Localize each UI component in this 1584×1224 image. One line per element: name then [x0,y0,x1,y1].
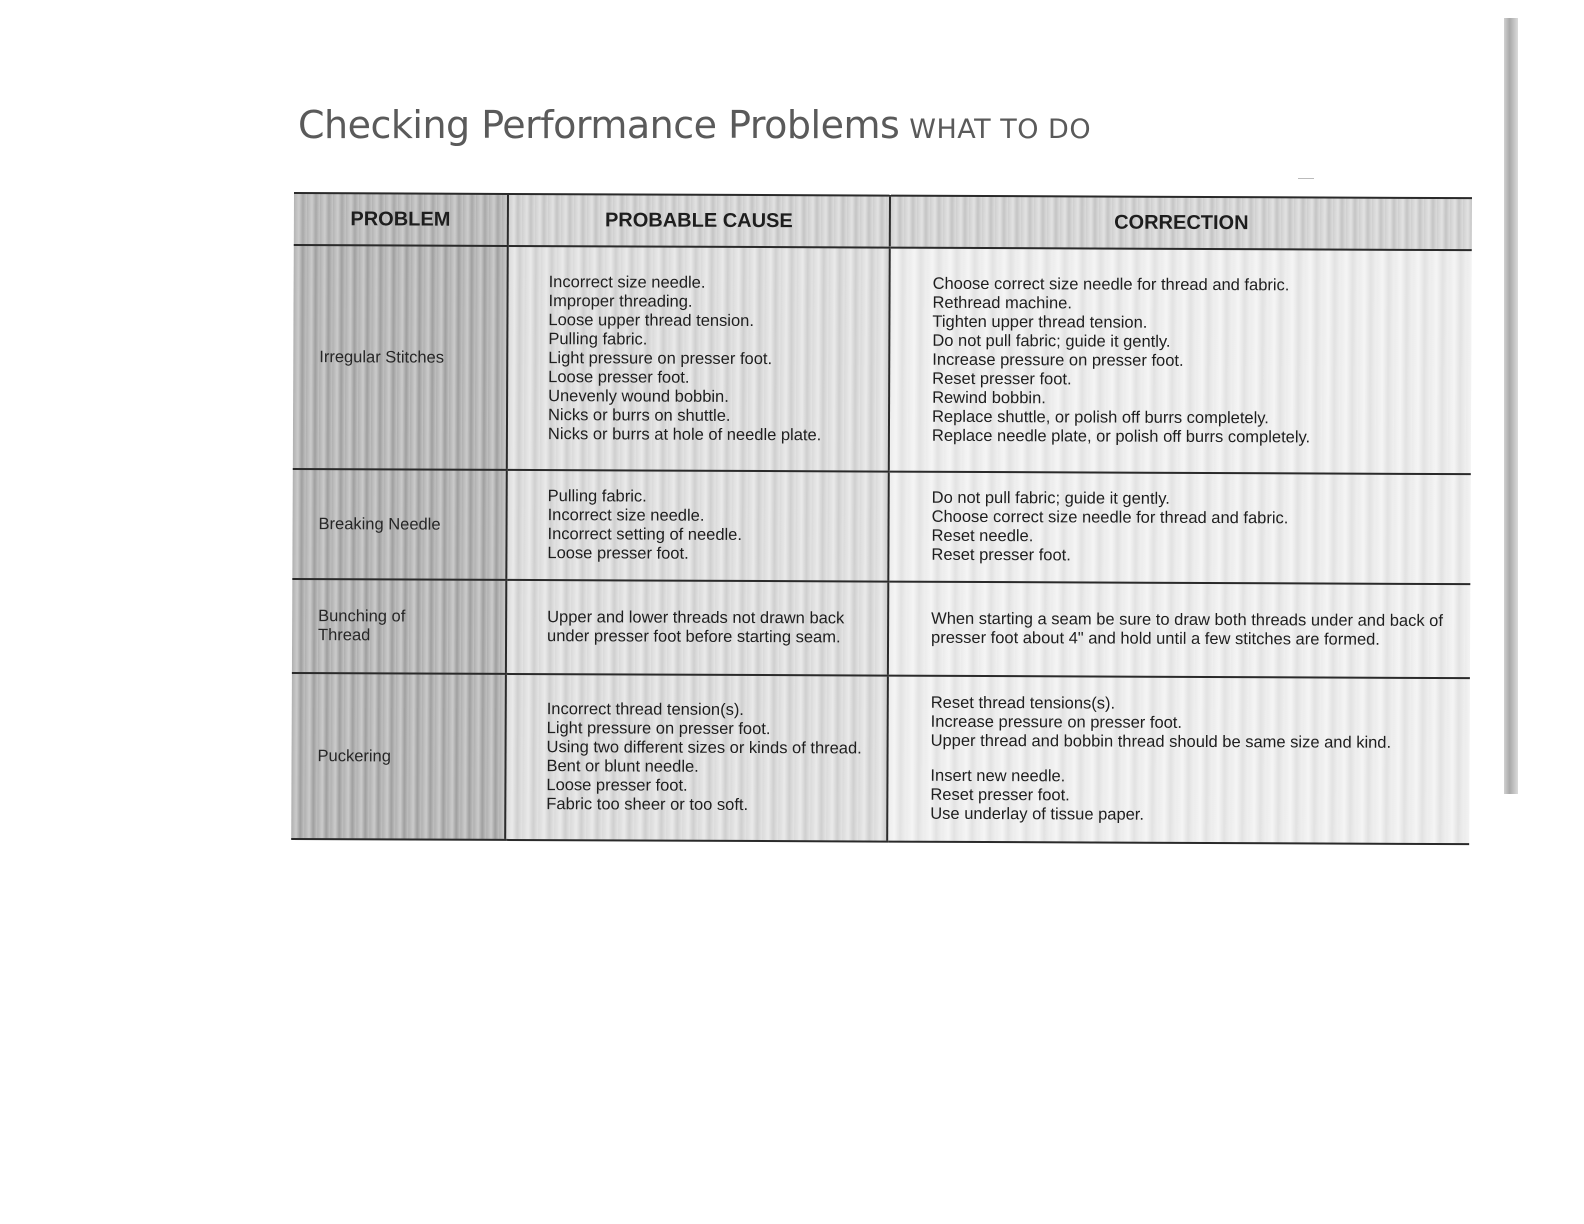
cause-list [548,273,869,445]
cause-list [547,608,867,647]
cause-item: Incorrect size needle. [547,506,705,525]
table-header-row [294,193,1472,250]
correction-item: Use underlay of tissue paper. [930,804,1145,824]
cause-cell [507,246,890,472]
cause-item: Incorrect thread tension(s). [546,700,744,719]
cause-item: Fabric too sheer or too soft. [546,795,749,814]
cause-item: Loose presser foot. [547,544,689,563]
correction-item: Increase pressure on presser foot. [930,712,1183,732]
cause-item: Nicks or burrs on shuttle. [547,405,731,425]
table-row [292,579,1470,678]
cause-item: Incorrect setting of needle. [547,525,743,544]
correction-list [931,610,1460,650]
correction-item: Do not pull fabric; guide it gently. [931,488,1170,508]
problem-cell: Puckering [291,673,506,840]
correction-item: Rethread machine. [932,293,1072,312]
cause-item: Improper threading. [548,291,693,311]
scan-edge-strip [1504,18,1518,794]
correction-item: Reset presser foot. [932,369,1072,388]
problem-cell: Irregular Stitches [293,245,508,470]
cause-cell [505,674,888,842]
correction-cell [888,582,1470,679]
correction-list [930,694,1460,826]
cause-item: Unevenly wound bobbin. [548,386,729,406]
cause-list [546,700,866,815]
column-header-probable-cause: PROBABLE CAUSE [508,194,890,248]
correction-cell [888,472,1470,585]
cause-item: Using two different sizes or kinds of thread. [546,738,862,758]
table-row [293,245,1472,474]
correction-item: Do not pull fabric; guide it gently. [932,331,1171,351]
correction-list [932,274,1462,447]
problem-cell: Breaking Needle [292,469,506,580]
correction-cell [887,676,1470,845]
page-title [298,103,1092,147]
correction-item: Increase pressure on presser foot. [932,350,1184,370]
cause-item: Upper and lower threads not drawn back under presser foot before starting seam. [547,608,845,647]
scan-mark [1298,178,1314,179]
troubleshooting-table [291,192,1472,845]
column-header-correction: CORRECTION [890,196,1472,251]
cause-item: Incorrect size needle. [548,272,706,292]
correction-item: Insert new needle. [930,766,1066,786]
cause-list [547,487,867,564]
cause-cell [506,580,888,676]
cause-item: Nicks or burrs at hole of needle plate. [547,424,822,444]
correction-item: Replace needle plate, or polish off burrs completely. [931,426,1311,446]
correction-item: Choose correct size needle for thread and fabric. [932,274,1290,294]
cause-item: Light pressure on presser foot. [548,348,773,368]
table-row [291,673,1470,844]
table-row [292,469,1470,584]
correction-item: Reset needle. [931,526,1034,546]
column-header-problem: PROBLEM [294,193,508,246]
page-title-main: Checking Performance Problems [298,103,900,147]
page-title-sub: WHAT TO DO [909,114,1092,145]
correction-item: Upper thread and bobbin thread should be same size and kind. [930,731,1392,752]
correction-item: Reset presser foot. [930,785,1070,805]
cause-item: Loose presser foot. [546,776,688,795]
problem-cell: Bunching of Thread [292,579,506,674]
correction-item: Replace shuttle, or polish off burrs completely. [931,407,1269,427]
cause-item: Light pressure on presser foot. [546,719,771,739]
cause-item: Loose upper thread tension. [548,310,754,330]
correction-item: Tighten upper thread tension. [932,312,1148,332]
correction-item: Rewind bobbin. [932,388,1046,407]
correction-item: Reset thread tensions(s). [930,693,1116,713]
cause-item: Pulling fabric. [548,329,648,349]
correction-item: Reset presser foot. [931,545,1071,565]
cause-cell [506,470,888,582]
cause-item: Bent or blunt needle. [546,757,699,776]
correction-cell [889,248,1472,475]
cause-item: Pulling fabric. [547,487,647,506]
correction-item: Choose correct size needle for thread and fabric. [931,507,1289,528]
correction-item: When starting a seam be sure to draw both threads under and back of presser foot about 4" and hold until a few stitches are formed. [931,609,1443,649]
cause-item: Loose presser foot. [548,367,690,387]
correction-list [931,489,1460,567]
